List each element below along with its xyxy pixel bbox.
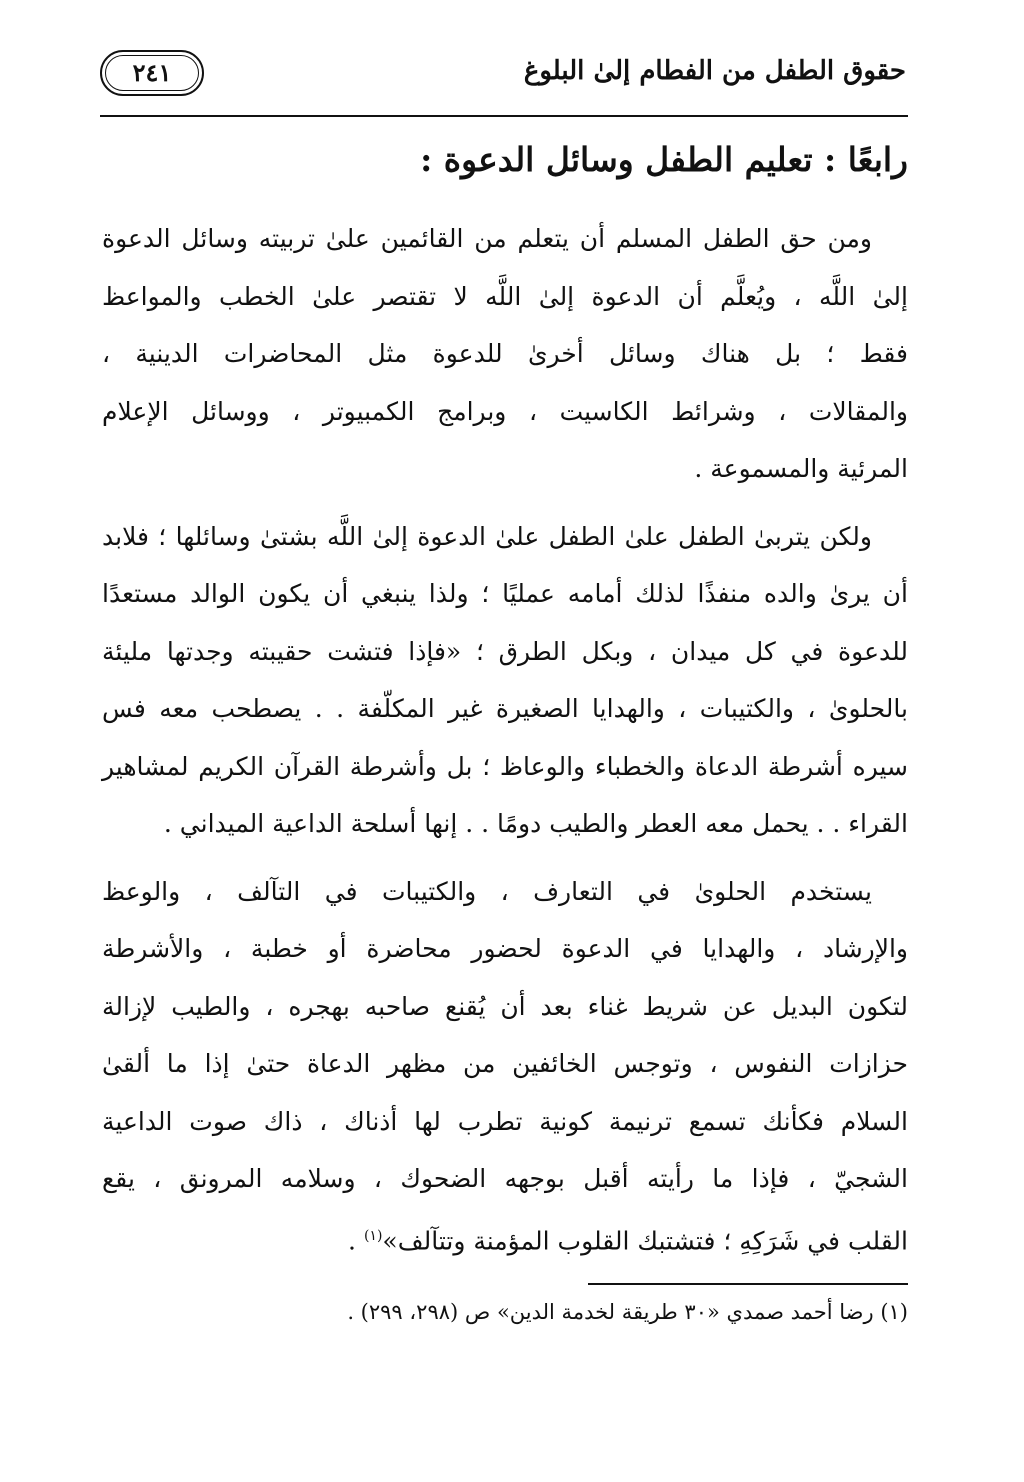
text-line: أن يرىٰ والده منفذًا لذلك أمامه عمليًا ؛ ولذا ينبغي أن يكون الوالد مستعدًا xyxy=(102,579,908,608)
text-line: للدعوة في كل ميدان ، وبكل الطرق ؛ «فإذا فتشت حقيبته وجدتها مليئة xyxy=(102,636,908,666)
text-line: المرئية والمسموعة . xyxy=(694,454,908,483)
text-line: يستخدم الحلوىٰ في التعارف ، والكتيبات في التآلف ، والوعظ xyxy=(102,876,872,906)
text-line: فقط ؛ بل هناك وسائل أخرىٰ للدعوة مثل المحاضرات الدينية ، xyxy=(102,339,908,368)
text-line: والمقالات ، وشرائط الكاسيت ، وبرامج الكمبيوتر ، ووسائل الإعلام xyxy=(102,396,908,426)
text-line: السلام فكأنك تسمع ترنيمة كونية تطرب لها أذناك ، ذاك صوت الداعية xyxy=(102,1106,908,1136)
header-rule xyxy=(100,115,908,117)
text-line: ولكن يتربىٰ الطفل علىٰ الطفل علىٰ الدعوة إلىٰ اللَّه بشتىٰ وسائلها ؛ فلابد xyxy=(102,521,872,551)
running-header xyxy=(100,50,906,112)
paragraph-1 xyxy=(102,210,908,498)
text-line: بالحلوىٰ ، والكتيبات ، والهدايا الصغيرة غير المكلّفة . . يصطحب معه فس xyxy=(102,694,908,723)
text-line: القلب في شَرَكِهِ ؛ فتشتبك القلوب المؤمنة وتتآلف» xyxy=(382,1225,908,1255)
text-line: الشجيّ ، فإذا ما رأيته أقبل بوجهه الضحوك ، وسلامه المرونق ، يقع xyxy=(102,1164,908,1193)
text-line: لتكون البديل عن شريط غناء بعد أن يُقنع صاحبه بهجره ، والطيب لإزالة xyxy=(102,991,908,1021)
section-heading: رابعًا : تعليم الطفل وسائل الدعوة : xyxy=(420,140,908,179)
paragraph-2 xyxy=(102,508,908,853)
page-number: ٢٤١ xyxy=(132,58,172,87)
running-title: حقوق الطفل من الفطام إلىٰ البلوغ xyxy=(523,56,906,86)
text-line: إلىٰ اللَّه ، ويُعلَّم أن الدعوة إلىٰ اللَّه لا تقتصر علىٰ الخطب والمواعظ xyxy=(102,281,908,311)
footnote: (١) رضا أحمد صمدي «٣٠ طريقة لخدمة الدين» ص (٢٩٨، ٢٩٩) . xyxy=(347,1300,908,1324)
body-text xyxy=(102,210,908,1279)
text-line: ومن حق الطفل المسلم أن يتعلم من القائمين علىٰ تربيته وسائل الدعوة xyxy=(102,224,872,253)
text-line: القراء . . يحمل معه العطر والطيب دومًا . . إنها أسلحة الداعية الميداني . xyxy=(163,809,908,838)
footnote-marker: (١) xyxy=(363,1227,383,1244)
paragraph-3 xyxy=(102,863,908,1270)
text-line: سيره أشرطة الدعاة والخطباء والوعاظ ؛ بل وأشرطة القرآن الكريم لمشاهير xyxy=(102,751,908,781)
sentence-end: . xyxy=(348,1225,364,1255)
text-line: والإرشاد ، والهدايا في الدعوة لحضور محاضرة أو خطبة ، والأشرطة xyxy=(102,934,908,963)
page-number-badge xyxy=(100,50,204,96)
text-line: حزازات النفوس ، وتوجس الخائفين من مظهر الدعاة حتىٰ إذا ما ألقىٰ xyxy=(102,1049,908,1078)
footnote-rule xyxy=(588,1283,908,1285)
text-line-with-footnote xyxy=(102,1208,908,1270)
